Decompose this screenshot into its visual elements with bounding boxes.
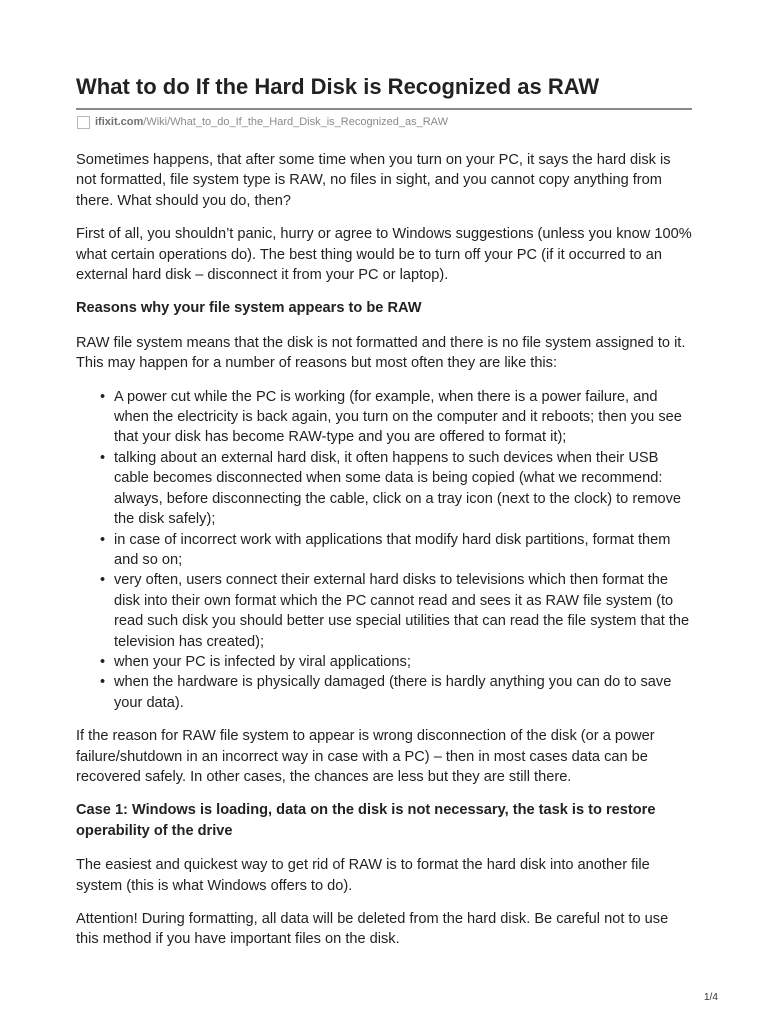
bullet-icon: •: [100, 388, 106, 405]
list-item-text: very often, users connect their external hard disks to televisions which then format the disk into their own format which the PC cannot read and sees it as RAW file system (to read such disk you should better use special utilities that can read the file system that the television has created);: [114, 572, 690, 650]
attention-paragraph: Attention! During formatting, all data will be deleted from the hard disk. Be careful not to use this method if you have important files on the disk.: [76, 911, 669, 948]
list-item-text: in case of incorrect work with applications that modify hard disk partitions, format them and so on;: [114, 531, 671, 568]
list-item: [100, 387, 694, 448]
page-icon: [77, 116, 90, 129]
bullet-icon: •: [100, 572, 106, 589]
source-line: [77, 114, 448, 130]
recovery-paragraph: If the reason for RAW file system to appear is wrong disconnection of the disk (or a power failure/shutdown in an incorrect way in case with a PC) – then in most cases data can be recovered safely. In other cases, the chances are less but they are still there.: [76, 728, 655, 785]
bullet-icon: •: [100, 653, 106, 670]
bullet-icon: •: [100, 449, 106, 466]
intro-paragraph-2: First of all, you shouldn’t panic, hurry or agree to Windows suggestions (unless you know 100% what certain operations do). The best thing would be to turn off your PC (if it occurred to an external hard disk – disconnect it from your PC or laptop).: [76, 226, 692, 284]
bullet-icon: •: [100, 531, 106, 548]
list-item-text: when your PC is infected by viral applications;: [114, 653, 411, 670]
list-item-text: when the hardware is physically damaged (there is hardly anything you can do to save your data).: [114, 674, 672, 711]
list-item: [100, 672, 694, 713]
reasons-intro: RAW file system means that the disk is not formatted and there is no file system assigned to it. This may happen for a number of reasons but most often they are like this:: [76, 334, 686, 372]
source-domain: ifixit.com: [95, 116, 144, 128]
list-item: [100, 448, 694, 530]
reasons-heading: Reasons why your file system appears to be RAW: [76, 300, 422, 317]
bullet-icon: •: [100, 674, 106, 691]
case1-paragraph: The easiest and quickest way to get rid of RAW is to format the hard disk into another file system (this is what Windows offers to do).: [76, 857, 650, 894]
page-number: 1/4: [704, 992, 718, 1003]
intro-paragraph-1: Sometimes happens, that after some time when you turn on your PC, it says the hard disk is not formatted, file system type is RAW, no files in sight, and you cannot copy anything from there. What should you do, then?: [76, 152, 671, 209]
page-title: What to do If the Hard Disk is Recognized as RAW: [76, 74, 600, 99]
list-item-text: A power cut while the PC is working (for example, when there is a power failure, and when the electricity is back again, you turn on the computer and it reboots; then you see that your disk has become RAW-type and you are offered to format it);: [114, 388, 682, 446]
list-item-text: talking about an external hard disk, it often happens to such devices when their USB cable becomes disconnected when some data is being copied (what we recommend: always, before disconnecting the cable, click on a tray icon (next to the clock) to remove the disk safely);: [114, 449, 682, 528]
list-item: [100, 570, 694, 652]
article-body: [76, 150, 694, 963]
case1-heading: Case 1: Windows is loading, data on the disk is not necessary, the task is to restore operability of the drive: [76, 802, 656, 839]
list-item: [100, 652, 694, 672]
list-item: [100, 530, 694, 571]
source-path: /Wiki/What_to_do_If_the_Hard_Disk_is_Recognized_as_RAW: [143, 116, 448, 128]
title-divider: [76, 108, 692, 110]
reasons-list: [76, 387, 694, 714]
